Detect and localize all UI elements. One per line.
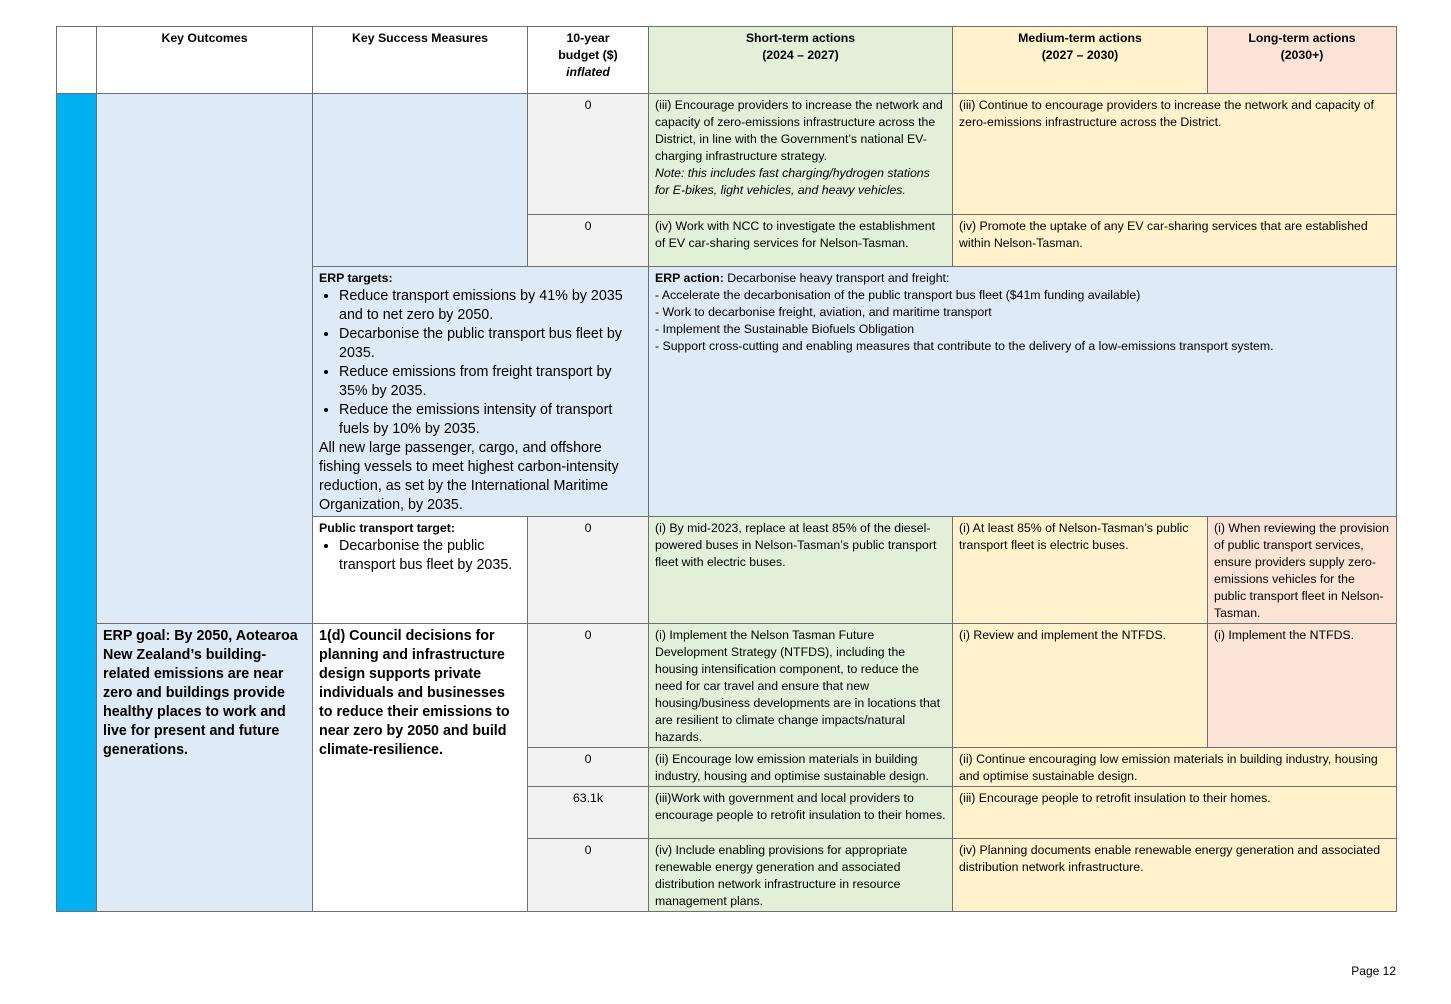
header-medium-term-title: Medium-term actions [1018,31,1142,45]
outcome-cell-transport [97,94,313,624]
erp-action-cell [649,267,1397,517]
header-budget-line3: inflated [566,65,610,79]
medium-long-cell: (ii) Continue encouraging low emission materials in building industry, housing and optimise sustainable design. [953,748,1397,787]
list-item: - Accelerate the decarbonisation of the public transport bus fleet ($41m funding available) [655,288,1141,302]
budget-cell: 0 [528,517,649,624]
header-long-term-years: (2030+) [1280,48,1324,62]
pt-target-title: Public transport target: [319,521,455,535]
header-key-success-measures: Key Success Measures [313,27,528,94]
short-term-cell: (ii) Encourage low emission materials in building industry, housing and optimise sustainable design. [649,748,953,787]
list-item: • Decarbonise the public transport bus fleet by 2035. [339,325,640,363]
erp-targets-extra: All new large passenger, cargo, and offshore fishing vessels to meet highest carbon-intensity reduction, as set by the International Maritime Organization, by 2035. [319,440,619,513]
short-term-cell: (iii)Work with government and local providers to encourage people to retrofit insulation to their homes. [649,787,953,839]
erp-targets-cell [313,267,649,517]
header-short-term [649,27,953,94]
page-number: Page 12 [1351,964,1396,978]
medium-term-cell: (i) At least 85% of Nelson-Tasman’s public transport fleet is electric buses. [953,517,1208,624]
pt-target-list [319,537,521,575]
budget-cell: 0 [528,748,649,787]
erp-targets-list [319,287,640,439]
long-term-cell: (i) Implement the NTFDS. [1208,624,1397,748]
erp-goal-outcome: ERP goal: By 2050, Aotearoa New Zealand’s building-related emissions are near zero and buildings provide healthy places to work and live for present and future generations. [97,624,313,912]
accent-bar [57,94,97,912]
table-row [57,624,1397,748]
header-short-term-title: Short-term actions [745,31,856,45]
action-plan-table [56,26,1397,912]
header-short-term-years: (2024 – 2027) [762,48,839,62]
medium-long-cell: (iv) Promote the uptake of any EV car-sharing services that are established within Nelson-Tasman. [953,215,1397,267]
medium-long-cell: (iv) Planning documents enable renewable energy generation and associated distribution network infrastructure. [953,839,1397,912]
budget-cell: 0 [528,624,649,748]
list-item: - Work to decarbonise freight, aviation, and maritime transport [655,305,992,319]
budget-cell: 63.1k [528,787,649,839]
header-key-outcomes: Key Outcomes [97,27,313,94]
measure-cell-transport [313,94,528,267]
list-item: • Reduce emissions from freight transport by 35% by 2035. [339,363,640,401]
list-item: - Implement the Sustainable Biofuels Obligation [655,322,915,336]
header-budget-line1: 10-year [566,31,610,45]
header-long-term-title: Long-term actions [1248,31,1356,45]
short-term-cell: (i) By mid-2023, replace at least 85% of the diesel-powered buses in Nelson-Tasman’s public transport fleet with electric buses. [649,517,953,624]
medium-term-cell: (i) Review and implement the NTFDS. [953,624,1208,748]
list-item: • Reduce the emissions intensity of transport fuels by 10% by 2035. [339,401,640,439]
short-term-text: (iii) Encourage providers to increase the network and capacity of zero-emissions infrastructure across the District, in line with the Government’s national EV-charging infrastructure strategy. [655,98,943,163]
header-row [57,27,1397,94]
short-term-cell: (iv) Include enabling provisions for appropriate renewable energy generation and associated distribution network infrastructure in resource management plans. [649,839,953,912]
medium-long-cell: (iii) Continue to encourage providers to increase the network and capacity of zero-emissions infrastructure across the District. [953,94,1397,215]
header-budget [528,27,649,94]
list-item: • Decarbonise the public transport bus fleet by 2035. [339,537,521,575]
header-medium-term [953,27,1208,94]
erp-action-intro: Decarbonise heavy transport and freight: [727,271,950,285]
header-medium-term-years: (2027 – 2030) [1041,48,1119,62]
short-term-cell: (i) Implement the Nelson Tasman Future Development Strategy (NTFDS), including the housing intensification component, to reduce the need for car travel and ensure that new housing/business developments are in locations that are resilient to climate change impacts/natural hazards. [649,624,953,748]
list-item: - Support cross-cutting and enabling measures that contribute to the delivery of a low-emissions transport system. [655,339,1274,353]
header-blank-cell [57,27,97,94]
council-decisions-measure: 1(d) Council decisions for planning and infrastructure design supports private individuals and businesses to reduce their emissions to near zero by 2050 and build climate-resilience. [313,624,528,912]
short-term-cell: (iv) Work with NCC to investigate the establishment of EV car-sharing services for Nelson-Tasman. [649,215,953,267]
short-term-cell [649,94,953,215]
budget-cell: 0 [528,94,649,215]
table-row [57,94,1397,215]
header-long-term [1208,27,1397,94]
short-term-note: Note: this includes fast charging/hydrogen stations for E-bikes, light vehicles, and heavy vehicles. [655,166,930,197]
medium-long-cell: (iii) Encourage people to retrofit insulation to their homes. [953,787,1397,839]
budget-cell: 0 [528,215,649,267]
erp-targets-title: ERP targets: [319,271,393,285]
erp-action-title: ERP action: [655,271,724,285]
long-term-cell: (i) When reviewing the provision of public transport services, ensure providers supply zero-emissions vehicles for the public transport fleet in Nelson-Tasman. [1208,517,1397,624]
pt-target-cell [313,517,528,624]
list-item: • Reduce transport emissions by 41% by 2035 and to net zero by 2050. [339,287,640,325]
header-budget-line2: budget ($) [558,48,618,62]
budget-cell: 0 [528,839,649,912]
